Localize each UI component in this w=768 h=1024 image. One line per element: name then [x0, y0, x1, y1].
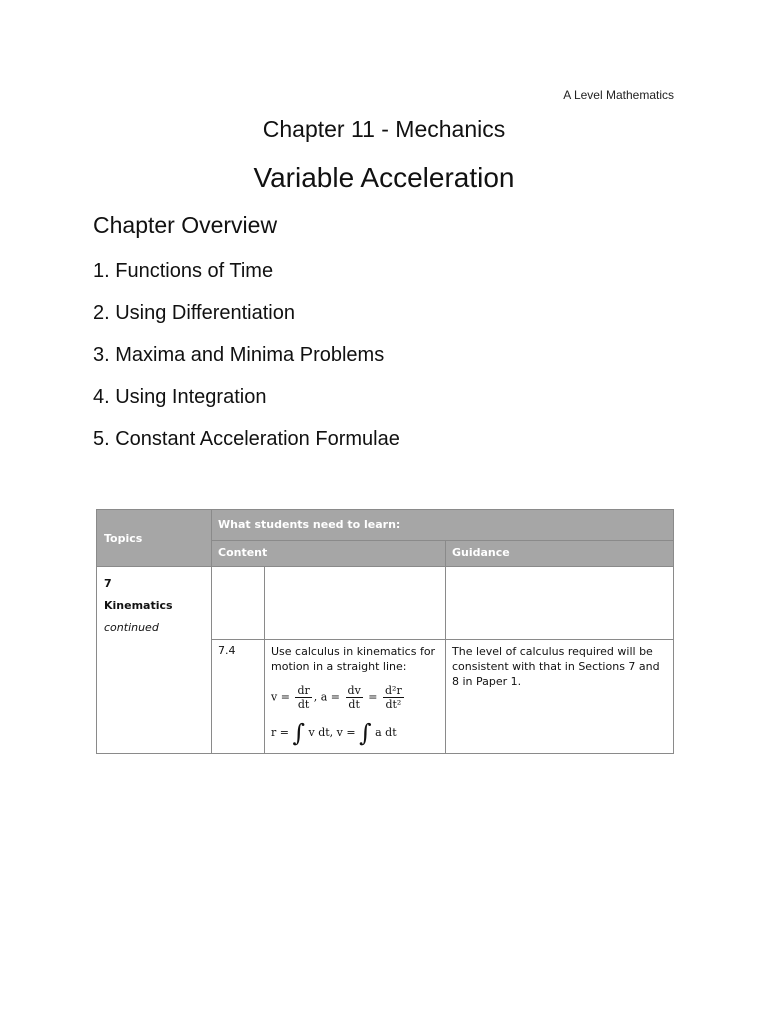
integral-formulas: r = ∫ v dt, v = ∫ a dt — [271, 719, 397, 747]
header-what-to-learn: What students need to learn: — [212, 510, 674, 541]
topic-number: 7 — [104, 577, 112, 590]
header-content: Content — [212, 541, 446, 567]
specification-table — [96, 509, 674, 754]
fraction-d2r-dt2: $\frac{\text{d²r}}{\text{dt²}}$ — [385, 684, 402, 711]
overview-item: 3. Maxima and Minima Problems — [93, 344, 385, 366]
overview-item: 4. Using Integration — [93, 386, 267, 408]
formula-a-eq: a = — [320, 690, 341, 704]
main-title: Variable Acceleration — [253, 162, 515, 193]
topic-note: continued — [104, 621, 159, 634]
overview-item: 1. Functions of Time — [93, 260, 274, 282]
empty-cell — [212, 567, 265, 640]
header-guidance: Guidance — [446, 541, 674, 567]
content-text: Use calculus in kinematics for motion in a straight line: — [271, 645, 436, 673]
subject-header: A Level Mathematics — [563, 88, 674, 102]
fraction-dv-dt: $\frac{dv}{dt}$ — [347, 684, 361, 711]
empty-cell — [446, 567, 674, 640]
guidance-cell: The level of calculus required will be consistent with that in Sections 7 and 8 in Paper 1. — [446, 640, 674, 754]
derivative-formulas: v = $\frac{dr}{dt}$ , a = $\frac{dv}{dt}$ = $\frac{\text{d²r}}{\text{dt²}}$ — [271, 684, 402, 711]
header-topics: Topics — [97, 510, 212, 567]
formula-v-eq: v = — [271, 690, 290, 704]
empty-cell — [265, 567, 446, 640]
overview-heading: Chapter Overview — [93, 212, 278, 238]
chapter-title: Chapter 11 - Mechanics — [262, 116, 506, 142]
topic-cell — [97, 567, 212, 754]
content-cell — [265, 640, 446, 754]
topic-name: Kinematics — [104, 599, 173, 612]
integral-sign-icon: ∫ — [292, 719, 305, 747]
integral-sign-icon: ∫ — [359, 719, 372, 747]
fraction-dr-dt: $\frac{dr}{dt}$ — [297, 684, 310, 711]
overview-list — [93, 258, 400, 468]
section-ref: 7.4 — [212, 640, 265, 754]
overview-item: 5. Constant Acceleration Formulae — [93, 428, 400, 450]
overview-item: 2. Using Differentiation — [93, 302, 295, 324]
